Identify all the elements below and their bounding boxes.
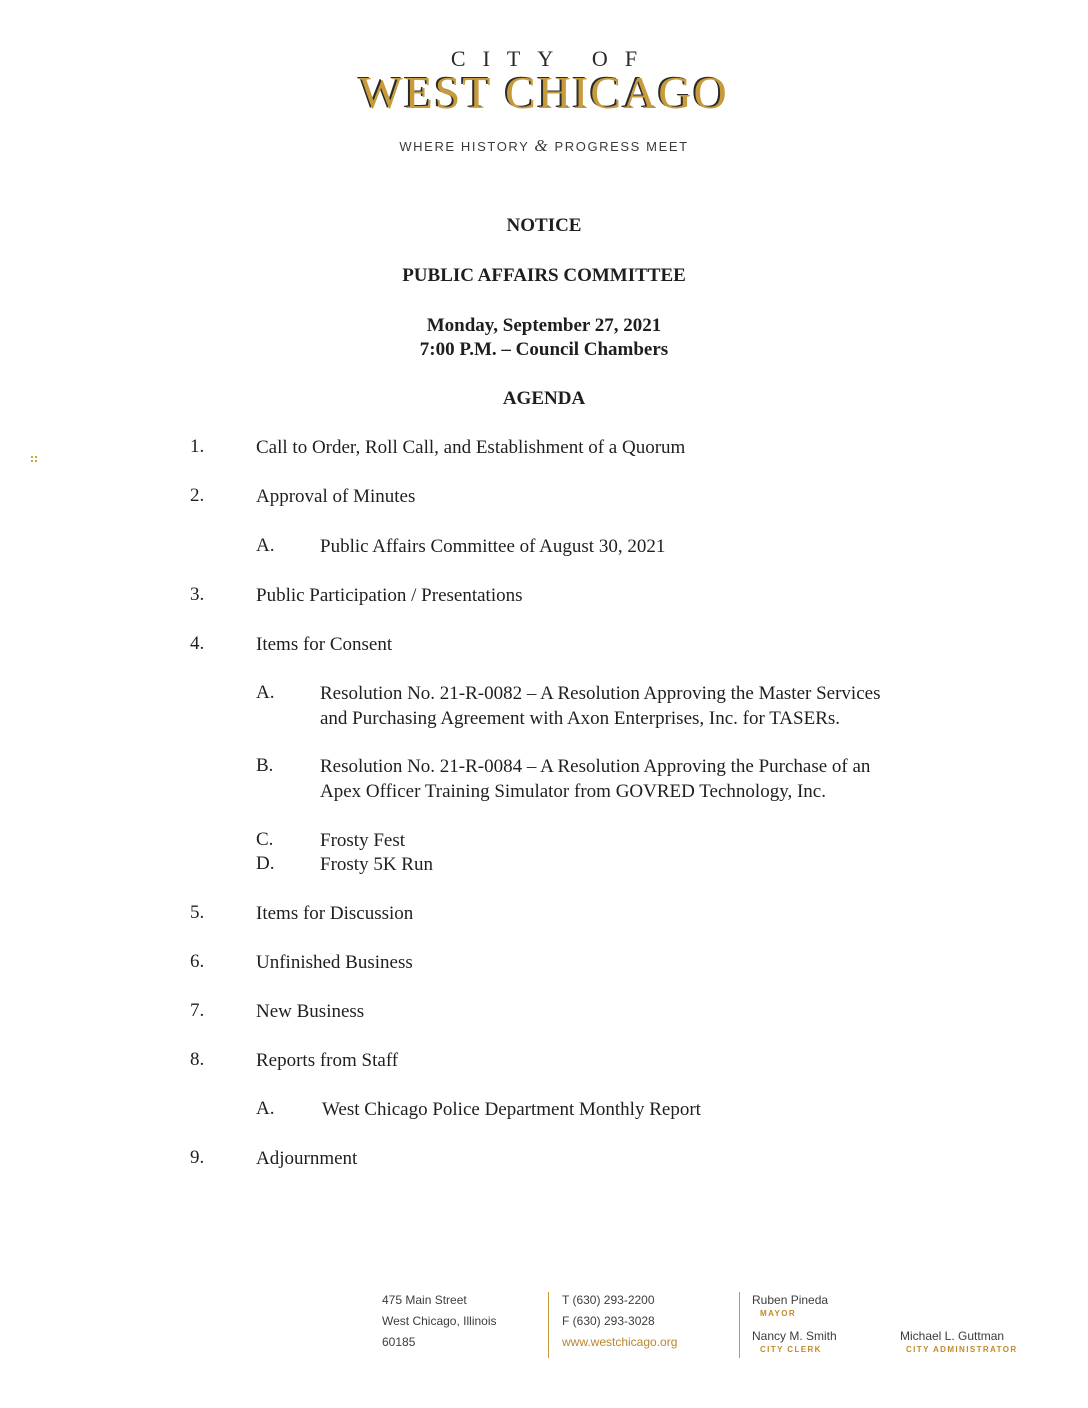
footer-phone: T (630) 293-2200 [562, 1293, 655, 1307]
margin-speck [31, 456, 37, 462]
footer-address [382, 1290, 532, 1353]
tagline-part-1: WHERE HISTORY [399, 139, 530, 154]
agenda-item-text: Adjournment [256, 1148, 358, 1169]
meeting-time-place: 7:00 P.M. – Council Chambers [419, 339, 669, 360]
agenda-subitem-text: Public Affairs Committee of August 30, 2021 [320, 536, 666, 557]
agenda-item-number: 5. [190, 902, 205, 923]
agenda-subitem-text: Frosty Fest [320, 830, 405, 851]
footer-website-link[interactable]: www.westchicago.org [562, 1335, 678, 1349]
footer-address-line: 60185 [382, 1335, 416, 1349]
agenda-item-number: 2. [190, 485, 205, 506]
agenda-heading: AGENDA [502, 388, 586, 409]
official-role: CITY CLERK [760, 1345, 822, 1354]
agenda-item-text: Public Participation / Presentations [256, 585, 523, 606]
agenda-item-number: 1. [190, 436, 205, 457]
agenda-subitem-letter: B. [256, 755, 274, 776]
committee-name: PUBLIC AFFAIRS COMMITTEE [402, 265, 686, 286]
agenda-item-text: Items for Discussion [256, 903, 414, 924]
agenda-subitem-letter: C. [256, 829, 274, 850]
agenda-subitem-letter: A. [256, 682, 275, 703]
footer-divider [739, 1292, 740, 1358]
agenda-item-number: 8. [190, 1049, 205, 1070]
official-administrator [898, 1328, 1078, 1355]
official-clerk [752, 1328, 882, 1355]
meeting-date: Monday, September 27, 2021 [426, 315, 662, 336]
agenda-item-number: 7. [190, 1000, 205, 1021]
agenda-subitem-text: Resolution No. 21-R-0084 – A Resolution Approving the Purchase of an Apex Officer Training Simulator from GOVRED Technology, Inc. [320, 756, 871, 802]
agenda-item-text: Call to Order, Roll Call, and Establishment of a Quorum [256, 437, 686, 458]
agenda-item-number: 6. [190, 951, 205, 972]
official-name: Ruben Pineda [752, 1293, 829, 1307]
agenda-subitem-letter: A. [256, 1098, 275, 1119]
agenda-subitem-text: Resolution No. 21-R-0082 – A Resolution Approving the Master Services and Purchasing Agreement with Axon Enterprises, Inc. for TASERs. [320, 683, 881, 729]
agenda-item-text: Approval of Minutes [256, 486, 416, 507]
agenda-item-text: New Business [256, 1001, 365, 1022]
letterhead-tagline [0, 136, 1088, 156]
official-role: CITY ADMINISTRATOR [906, 1345, 1018, 1354]
agenda-subitem-text: West Chicago Police Department Monthly Report [322, 1099, 701, 1120]
letterhead-city-name: WEST CHICAGO [359, 67, 729, 118]
agenda-item-number: 9. [190, 1147, 205, 1168]
tagline-part-2: PROGRESS MEET [554, 139, 689, 154]
agenda-item-text: Reports from Staff [256, 1050, 399, 1071]
agenda-item-number: 4. [190, 633, 205, 654]
agenda-subitem-text: Frosty 5K Run [320, 854, 433, 875]
notice-title: NOTICE [506, 215, 582, 236]
agenda-subitem-letter: A. [256, 535, 275, 556]
official-name: Nancy M. Smith [752, 1329, 837, 1343]
agenda-subitem-letter: D. [256, 853, 275, 874]
official-role: MAYOR [760, 1309, 797, 1318]
footer-contact [562, 1290, 722, 1353]
letterhead-city-of: CITY OF [450, 46, 655, 71]
footer-address-line: West Chicago, Illinois [382, 1314, 497, 1328]
footer-fax: F (630) 293-3028 [562, 1314, 655, 1328]
agenda-item-text: Unfinished Business [256, 952, 413, 973]
footer-address-line: 475 Main Street [382, 1293, 467, 1307]
agenda-item-number: 3. [190, 584, 205, 605]
agenda-item-text: Items for Consent [256, 634, 393, 655]
official-name: Michael L. Guttman [900, 1329, 1005, 1343]
tagline-ampersand: & [534, 136, 550, 155]
footer-divider [548, 1292, 549, 1358]
official-mayor [752, 1292, 882, 1319]
